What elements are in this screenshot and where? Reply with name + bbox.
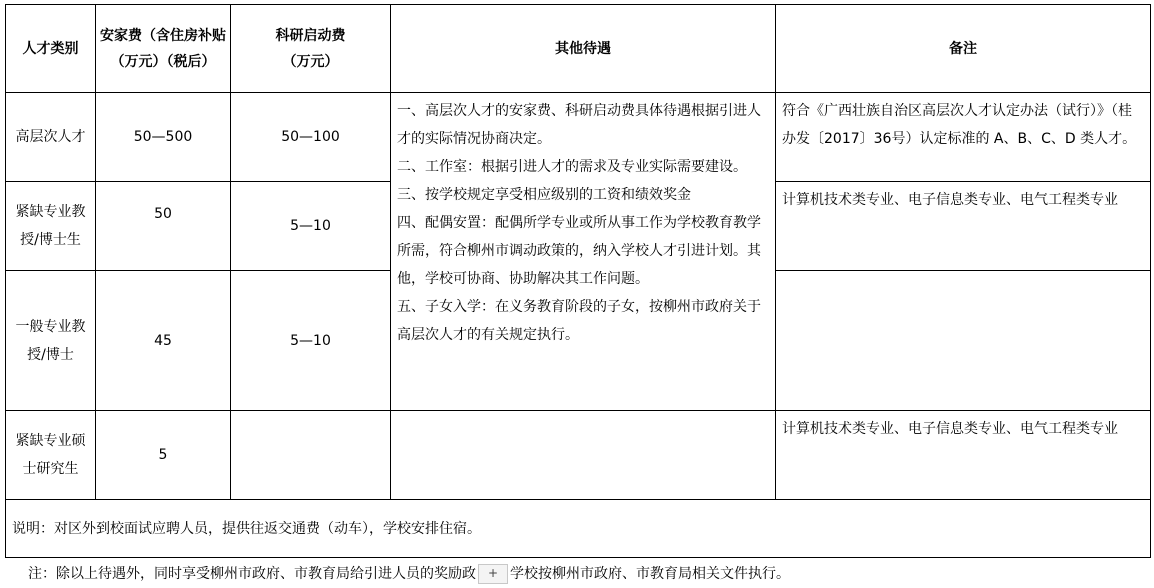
note-row: [6, 500, 1151, 558]
header-row: [6, 5, 1151, 93]
settlement-fee-cell: 5: [96, 411, 231, 500]
remark-cell: 符合《广西壮族自治区高层次人才认定办法（试行）》（桂办发〔2017〕36号）认定标准的 A、B、C、D 类人才。: [776, 93, 1151, 182]
talent-benefits-table: [5, 4, 1151, 558]
other-benefits-empty-cell: [391, 411, 776, 500]
header-startup-fee-line2: （万元）: [282, 53, 339, 70]
startup-fee-cell: 50—100: [231, 93, 391, 182]
footnote-text-part1: 注：除以上待遇外，同时享受柳州市政府、市教育局给引进人员的奖励政: [28, 566, 476, 582]
benefit-item: 一、高层次人才的安家费、科研启动费具体待遇根据引进人才的实际情况协商决定。: [397, 103, 761, 147]
header-startup-fee: [231, 5, 391, 93]
table-row: [6, 93, 1151, 182]
header-settlement-fee-line1: 安家费（含住房补贴: [100, 27, 226, 44]
header-remarks: 备注: [776, 5, 1151, 93]
header-settlement-fee-line2: （万元）（税后）: [110, 53, 216, 70]
benefit-item: 二、工作室：根据引进人才的需求及专业实际需要建设。: [397, 159, 747, 175]
footnote: [28, 562, 790, 586]
startup-fee-cell: [231, 411, 391, 500]
benefit-item: 五、子女入学：在义务教育阶段的子女，按柳州市政府关于高层次人才的有关规定执行。: [397, 299, 761, 343]
category-cell: 紧缺专业硕士研究生: [6, 411, 96, 500]
other-benefits-cell: [391, 93, 776, 411]
remark-cell: [776, 271, 1151, 411]
benefit-item: 四、配偶安置：配偶所学专业或所从事工作为学校教育教学所需，符合柳州市调动政策的，纳入学校人才引进计划。其他，学校可协商、协助解决其工作问题。: [397, 215, 761, 287]
startup-fee-cell: 5—10: [231, 271, 391, 411]
table-row: [6, 411, 1151, 500]
header-talent-category: 人才类别: [6, 5, 96, 93]
settlement-fee-cell: 50—500: [96, 93, 231, 182]
benefit-item: 三、按学校规定享受相应级别的工资和绩效奖金: [397, 187, 691, 203]
settlement-fee-cell: 45: [96, 271, 231, 411]
note-text: 说明：对区外到校面试应聘人员，提供往返交通费（动车），学校安排住宿。: [6, 500, 1151, 558]
header-other-benefits: 其他待遇: [391, 5, 776, 93]
category-cell: 紧缺专业教授/博士生: [6, 182, 96, 271]
remark-cell: 计算机技术类专业、电子信息类专业、电气工程类专业: [776, 411, 1151, 500]
category-cell: 一般专业教授/博士: [6, 271, 96, 411]
settlement-fee-cell: 50: [96, 182, 231, 271]
startup-fee-cell: 5—10: [231, 182, 391, 271]
header-settlement-fee: [96, 5, 231, 93]
remark-cell: 计算机技术类专业、电子信息类专业、电气工程类专业: [776, 182, 1151, 271]
footnote-text-part2: 学校按柳州市政府、市教育局相关文件执行。: [510, 566, 790, 582]
category-cell: 高层次人才: [6, 93, 96, 182]
header-startup-fee-line1: 科研启动费: [275, 27, 346, 44]
plus-icon[interactable]: +: [478, 564, 508, 584]
